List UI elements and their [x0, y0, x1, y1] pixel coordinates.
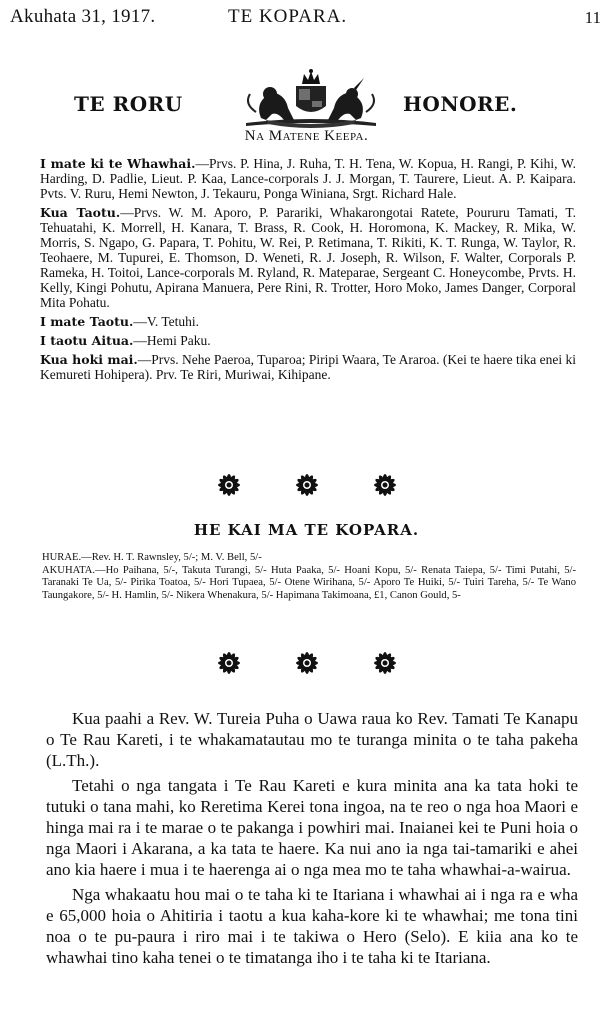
entry-text: —Prvs. Nehe Paeroa, Tuparoa; Piripi Waara, Te Araroa. (Kei te haere tika enei ki Kemureti Hohipera). Prv. Te Riri, Muriwai, Kihipane. — [40, 352, 576, 382]
daisy-flower-icon — [290, 648, 324, 678]
ornament-row — [0, 648, 613, 678]
news-paragraph: Nga whakaatu hou mai o te taha ki te Itariana i whawhai ai i nga ra e wha e 65,000 hoia o Ahitiria i taotu a kua kaha-kore ki te whawhai; me tona tini noa o te pu-paura i riro mai i te takiwa o Hero (Selo). E kiia ana ko te whawhai tino kaha tenei o te timatanga iho i te taha ki te Itariana. — [46, 884, 578, 968]
entry-heading: Kua hoki mai. — [40, 352, 138, 367]
contribution-entry — [42, 552, 576, 565]
section-title-right: HONORE. — [403, 92, 518, 116]
entry-heading: I taotu Aitua. — [40, 333, 134, 348]
ornament-row — [0, 470, 613, 500]
entry-text: —Rev. H. T. Rawnsley, 5/-; M. V. Bell, 5/- — [81, 552, 262, 563]
entry-heading: HURAE. — [42, 552, 82, 563]
daisy-flower-icon — [368, 648, 402, 678]
news-paragraph: Tetahi o nga tangata i Te Rau Kareti e kura minita ana ka tata hoki te tutuki o tana mahi, ko Reretima Kerei tona ingoa, na te reo o nga hoa Maori e hinga mai ra i te marae o te pakanga i powhiri mai. Inaianei kei te Puni hoia o nga Maori i Akarana, a ka tata te haere. Ka nui ano ia nga tai-tamariki e ahei ano kia haere i mua i te haerenga ai o nga mea mo te taha whawhai-a-wairua. — [46, 775, 578, 880]
entry-text: —V. Tetuhi. — [133, 314, 200, 329]
roll-of-honour-list — [40, 156, 576, 386]
contributions-list — [42, 552, 576, 602]
roll-entry — [40, 314, 576, 329]
roll-entry — [40, 352, 576, 382]
roll-entry — [40, 205, 576, 310]
entry-heading: I mate Taotu. — [40, 314, 134, 329]
roll-entry — [40, 156, 576, 201]
entry-text: —Prvs. W. M. Aporo, P. Parariki, Whakarongotai Ratete, Poururu Tamati, T. Tehuatahi, K. Morrell, H. Kanara, T. Brass, R. Cook, H. Horomona, K. Mackey, R. Mika, W. Morris, S. Ngapo, G. Papara, T. Pohitu, W. Rei, P. Retimana, T. Rikiti, K. T. Runga, W. Taylor, R. Teohaere, M. Tupurei, E. Thomson, D. Weneti, R. J. Joseph, R. Wilson, F. Walter, Corporals P. Rameka, H. Toitoi, Lance-corporals M. Ryland, R. Mateparae, Sergeant C. Honeycombe, Prvts. H. Kelly, Kingi Pohutu, Apirana Manuera, Pere Rini, R. Trotter, Horo Moko, James Danger, Corporal Mita Pohatu. — [40, 205, 577, 310]
daisy-flower-icon — [290, 470, 324, 500]
entry-heading: I mate ki te Whawhai. — [40, 156, 196, 171]
news-body — [46, 708, 578, 971]
entry-text: —Prvs. P. Hina, J. Ruha, T. H. Tena, W. Kopua, H. Rangi, P. Kihi, W. Harding, D. Padlie, Lieut. P. Kaa, Lance-corporals J. J. Morgan, T. Taurere, Lieut. A. P. Kaipara. Pvts. V. Ruru, Hemi Newton, J. Tekauru, Ponga Winiana, Srgt. Richard Hale. — [40, 156, 577, 201]
entry-text: —Hemi Paku. — [133, 333, 211, 348]
royal-coat-of-arms-icon — [226, 68, 396, 130]
section-title-left: TE RORU — [74, 92, 183, 116]
contribution-entry — [42, 565, 576, 603]
entry-heading: AKUHATA. — [42, 564, 95, 576]
daisy-flower-icon — [368, 470, 402, 500]
byline: Na Matene Keepa. — [244, 128, 369, 144]
page-number: 11 — [584, 8, 601, 27]
issue-date: Akuhata 31, 1917. — [10, 6, 156, 27]
contributions-title: HE KAI MA TE KOPARA. — [193, 521, 420, 539]
publication-title: TE KOPARA. — [228, 6, 348, 27]
roll-entry — [40, 333, 576, 348]
daisy-flower-icon — [212, 470, 246, 500]
news-paragraph: Kua paahi a Rev. W. Tureia Puha o Uawa raua ko Rev. Tamati Te Kanapu o Te Rau Kareti, i te whakamatautau mo te turanga minita o te taha pakeha (L.Th.). — [46, 709, 578, 771]
daisy-flower-icon — [212, 648, 246, 678]
running-header — [10, 6, 601, 32]
entry-text: —Ho Paihana, 5/-, Takuta Turangi, 5/- Huta Paaka, 5/- Hoani Kopu, 5/- Renata Taiepa, 5/- Timi Putahi, 5/- Taranaki Te Ua, 5/- Pirika Toatoa, 5/- Hori Tupaea, 5/- Otene Wirihana, 5/- Aporo Te Huiki, 5/- Tuiri Tareha, 5/- Te Wano Taungakore, 5/- H. Hamlin, 5/- Nikera Whenakura, 5/- Hapimana Takimoana, £1, Canon Gould, 5- — [42, 564, 576, 601]
entry-heading: Kua Taotu. — [40, 205, 121, 220]
